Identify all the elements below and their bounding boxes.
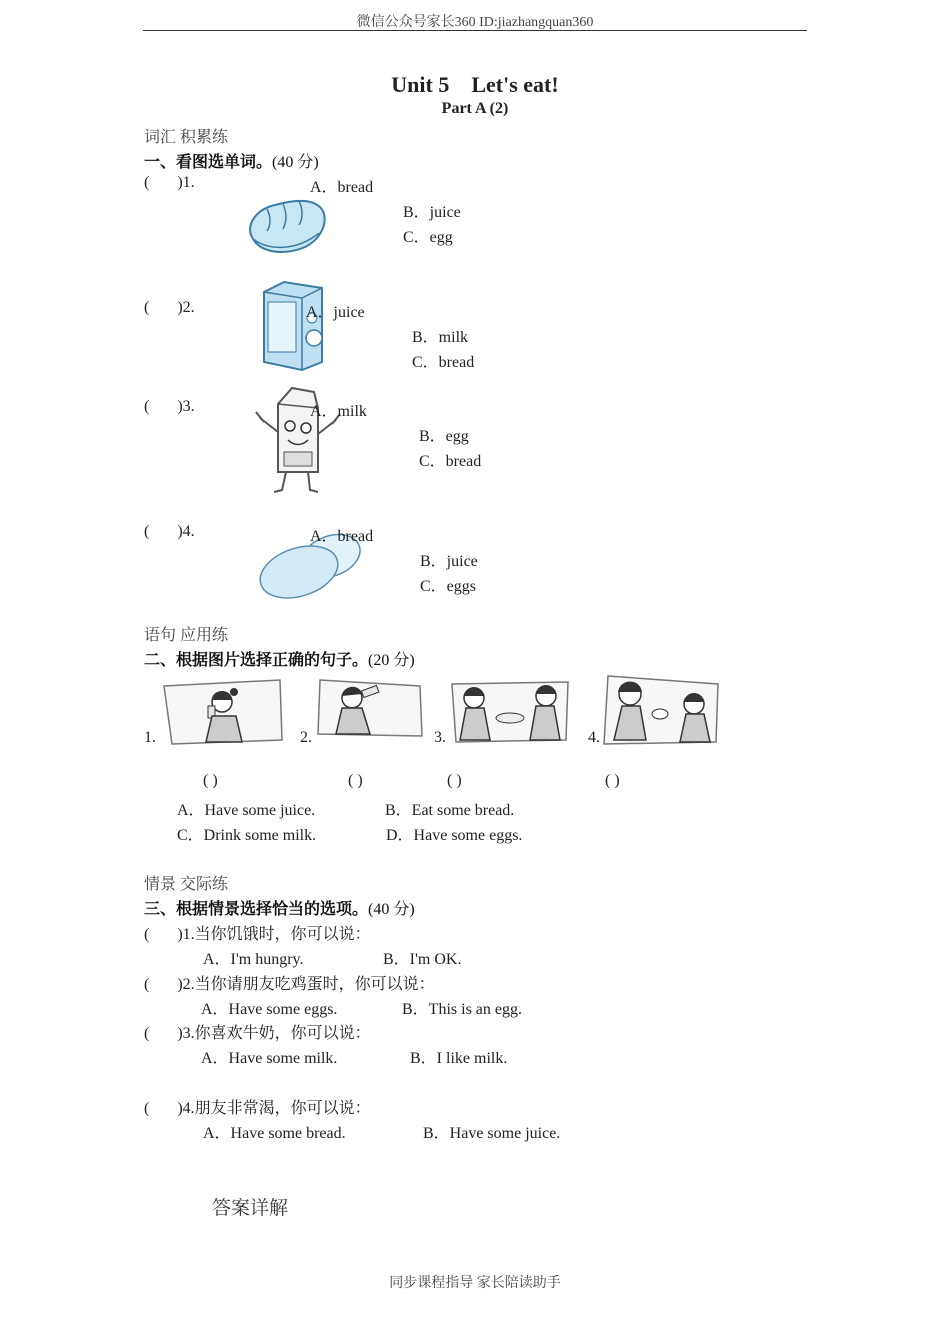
s2-pic3-number: 3. — [434, 729, 446, 746]
s1-q1-option-b[interactable]: B．juice — [403, 204, 461, 221]
s1-q4-answer-blank[interactable]: ( )4. — [144, 523, 195, 540]
s1-q2-option-c[interactable]: C．bread — [412, 354, 475, 371]
s2-pic3-answer-blank[interactable]: ( ) — [447, 772, 462, 789]
s3-q4-answer-blank[interactable]: ( )4.朋友非常渴，你可以说： — [144, 1100, 371, 1117]
s3-q2-number: )2. — [177, 976, 195, 993]
s3-q1-answer-blank[interactable]: ( )1.当你饥饿时，你可以说： — [144, 926, 371, 943]
s3-q1-option-a[interactable]: A．I'm hungry. — [203, 951, 304, 968]
s2-pic1-answer-blank[interactable]: ( ) — [203, 772, 218, 789]
section2-heading — [144, 647, 415, 670]
s1-q2-answer-blank[interactable]: ( )2. — [144, 299, 195, 316]
page-header: 微信公众号家长360 ID:jiazhangquan360 — [356, 15, 594, 30]
section1-heading-text: 一、看图选单词。 — [144, 154, 273, 171]
s3-q1-number: )1. — [177, 926, 195, 943]
s1-q2-option-b[interactable]: B．milk — [412, 329, 469, 346]
s3-q3-number: )3. — [177, 1025, 195, 1042]
s3-q2-option-a[interactable]: A．Have some eggs. — [201, 1001, 338, 1018]
section3-heading — [144, 896, 415, 919]
s3-q3-option-b[interactable]: B．I like milk. — [410, 1050, 508, 1067]
s1-q3-option-b[interactable]: B．egg — [419, 428, 469, 445]
page-footer: 同步课程指导 家长陪读助手 — [389, 1276, 561, 1291]
s1-q3-option-c[interactable]: C．bread — [419, 453, 482, 470]
s3-q4-option-a[interactable]: A．Have some bread. — [203, 1125, 346, 1142]
s1-q1-option-c[interactable]: C．egg — [403, 229, 453, 246]
s3-q4-prompt: 朋友非常渴，你可以说： — [194, 1100, 371, 1117]
s3-q3-prompt: 你喜欢牛奶，你可以说： — [194, 1025, 371, 1042]
section1-heading — [144, 149, 319, 172]
section3-category: 情景 交际练 — [144, 876, 229, 893]
bread-image — [245, 195, 327, 257]
section1-category: 词汇 积累练 — [144, 129, 229, 146]
s1-q4-option-b[interactable]: B．juice — [420, 553, 478, 570]
section2-category: 语句 应用练 — [144, 627, 229, 644]
section2-heading-text: 二、根据图片选择正确的句子。 — [144, 652, 369, 669]
s2-option-b[interactable]: B．Eat some bread. — [385, 802, 515, 819]
s1-q1-number: )1. — [177, 174, 195, 191]
section2-score: (20 分) — [368, 652, 415, 669]
s2-pic4-answer-blank[interactable]: ( ) — [605, 772, 620, 789]
s1-q2-number: )2. — [177, 299, 195, 316]
s3-q2-answer-blank[interactable]: ( )2.当你请朋友吃鸡蛋时，你可以说： — [144, 976, 435, 993]
page-title: Unit 5 Let's eat! — [391, 72, 559, 97]
s1-q4-option-a[interactable]: A．bread — [310, 528, 374, 545]
header-rule — [143, 30, 807, 31]
sharing-bread-image — [450, 678, 570, 744]
s3-q1-prompt: 当你饥饿时，你可以说： — [194, 926, 371, 943]
s1-q2-option-a[interactable]: A．juice — [306, 304, 365, 321]
s3-q4-option-b[interactable]: B．Have some juice. — [423, 1125, 561, 1142]
s1-q4-option-c[interactable]: C．eggs — [420, 578, 477, 595]
s1-q3-answer-blank[interactable]: ( )3. — [144, 398, 195, 415]
juice-box-image — [258, 278, 328, 372]
section3-score: (40 分) — [368, 901, 415, 918]
girl-drinking-image — [160, 678, 284, 746]
s2-pic1-number: 1. — [144, 729, 156, 746]
s3-q2-prompt: 当你请朋友吃鸡蛋时，你可以说： — [194, 976, 435, 993]
s2-pic2-number: 2. — [300, 729, 312, 746]
s2-option-a[interactable]: A．Have some juice. — [177, 802, 316, 819]
s3-q3-option-a[interactable]: A．Have some milk. — [201, 1050, 338, 1067]
s3-q2-option-b[interactable]: B．This is an egg. — [402, 1001, 522, 1018]
s1-q1-answer-blank[interactable]: ( )1. — [144, 174, 195, 191]
section1-score: (40 分) — [272, 154, 319, 171]
s1-q3-number: )3. — [177, 398, 195, 415]
s2-option-c[interactable]: C．Drink some milk. — [177, 827, 317, 844]
s3-q3-answer-blank[interactable]: ( )3.你喜欢牛奶，你可以说： — [144, 1025, 371, 1042]
s3-q4-number: )4. — [177, 1100, 195, 1117]
boy-drinking-image — [316, 676, 426, 740]
s2-pic4-number: 4. — [588, 729, 600, 746]
s1-q1-option-a[interactable]: A．bread — [310, 179, 374, 196]
s2-option-d[interactable]: D．Have some eggs. — [386, 827, 523, 844]
answer-heading: 答案详解 — [212, 1198, 289, 1219]
s1-q3-option-a[interactable]: A．milk — [310, 403, 367, 420]
section3-heading-text: 三、根据情景选择恰当的选项。 — [144, 901, 369, 918]
page-subtitle: Part A (2) — [441, 100, 509, 117]
offering-eggs-image — [600, 674, 722, 746]
s1-q4-number: )4. — [177, 523, 195, 540]
s2-pic2-answer-blank[interactable]: ( ) — [348, 772, 363, 789]
s3-q1-option-b[interactable]: B．I'm OK. — [383, 951, 462, 968]
